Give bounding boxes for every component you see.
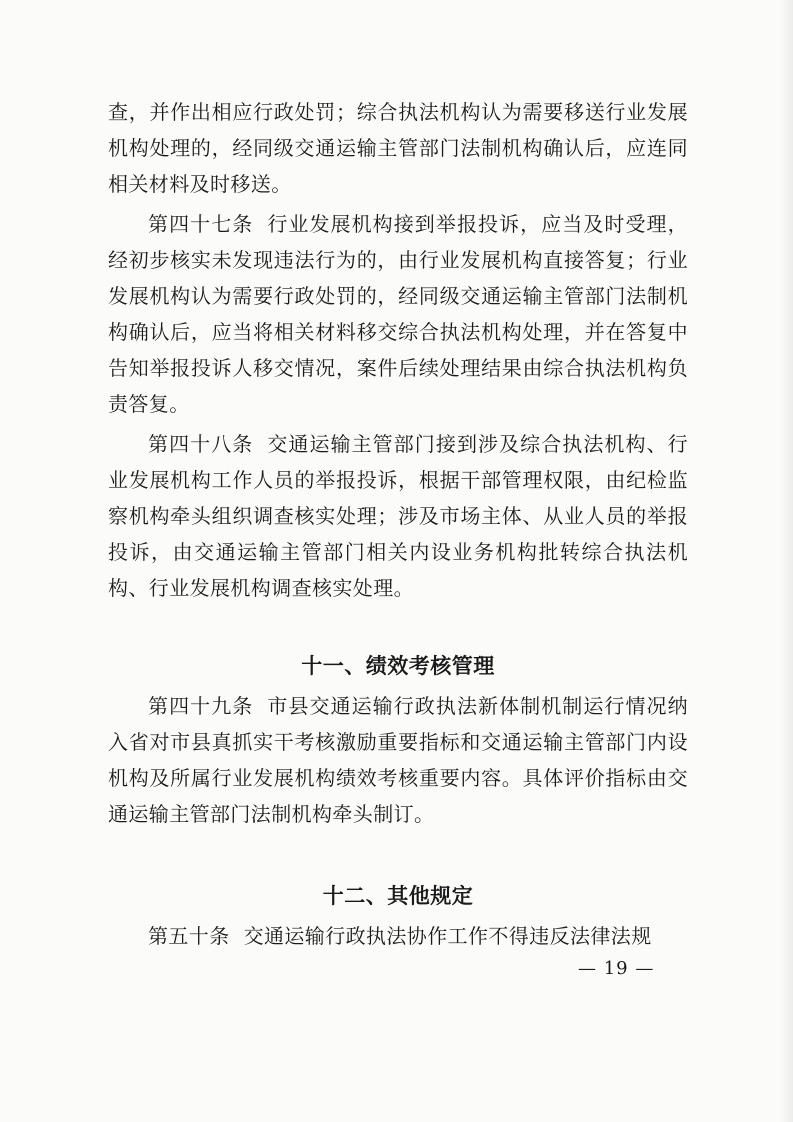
paragraph-continuation: 查，并作出相应行政处罚；综合执法机构认为需要移送行业发展机构处理的，经同级交通运输主管部门法制机构确认后，应连同相关材料及时移送。	[108, 100, 688, 196]
article-47-text: 行业发展机构接到举报投诉，应当及时受理，经初步核实未发现违法行为的，由行业发展机构直接答复；行业发展机构认为需要行政处罚的，经同级交通运输主管部门法制机构确认后，应当将相关材料移交综合执法机构处理，并在答复中告知举报投诉人移交情况，案件后续处理结果由综合执法机构负责答复。	[108, 212, 689, 416]
article-47	[108, 206, 688, 422]
section-heading-11: 十一、绩效考核管理	[301, 653, 495, 678]
article-47-number: 第四十七条	[148, 212, 254, 236]
article-50	[108, 918, 688, 954]
article-49	[108, 688, 688, 832]
document-body	[108, 94, 688, 954]
article-48	[108, 426, 688, 606]
article-49-text: 市县交通运输行政执法新体制机制运行情况纳入省对市县真抓实干考核激励重要指标和交通运输主管部门内设机构及所属行业发展机构绩效考核重要内容。具体评价指标由交通运输主管部门法制机构牵头制订。	[108, 694, 689, 826]
article-50-text: 交通运输行政执法协作工作不得违反法律法规	[243, 924, 652, 948]
section-heading-12: 十二、其他规定	[322, 883, 474, 908]
article-49-number: 第四十九条	[148, 694, 254, 718]
page-number: — 19 —	[578, 958, 655, 979]
article-48-text: 交通运输主管部门接到涉及综合执法机构、行业发展机构工作人员的举报投诉，根据干部管理权限，由纪检监察机构牵头组织调查核实处理；涉及市场主体、从业人员的举报投诉，由交通运输主管部门相关内设业务机构批转综合执法机构、行业发展机构调查核实处理。	[108, 432, 689, 600]
article-50-number: 第五十条	[148, 924, 230, 948]
article-48-number: 第四十八条	[148, 432, 254, 456]
page-edge-shadow	[779, 0, 793, 1122]
